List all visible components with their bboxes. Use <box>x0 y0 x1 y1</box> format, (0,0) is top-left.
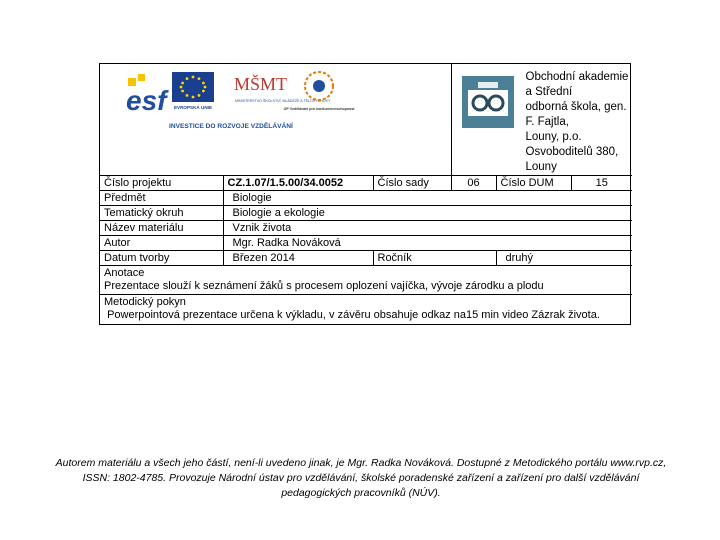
year-label: Ročník <box>373 251 496 266</box>
dum-value: 15 <box>571 176 632 191</box>
area-label: Tematický okruh <box>100 206 223 221</box>
date-label: Datum tvorby <box>100 251 223 266</box>
subject-value: Biologie <box>223 191 632 206</box>
project-row <box>100 176 632 191</box>
school-line-4: Osvoboditelů 380, Louny <box>525 146 619 173</box>
method-row <box>100 295 632 325</box>
subject-row <box>100 191 632 206</box>
date-value: Březen 2014 <box>223 251 373 266</box>
subject-label: Předmět <box>100 191 223 206</box>
metadata-table <box>100 64 632 324</box>
school-cell <box>451 64 632 176</box>
method-cell <box>100 295 632 325</box>
annotation-label: Anotace <box>104 267 145 279</box>
school-address <box>526 64 633 175</box>
msmt-text: MŠMT <box>234 74 288 94</box>
set-label: Číslo sady <box>373 176 451 191</box>
copyright-footer <box>36 456 686 501</box>
project-value: CZ.1.07/1.5.00/34.0052 <box>223 176 373 191</box>
area-row <box>100 206 632 221</box>
school-line-2: odborná škola, gen. F. Fajtla, <box>525 101 627 128</box>
eu-flag-logo <box>172 72 214 110</box>
esf-text: esf <box>126 85 167 116</box>
msmt-caption: MINISTERSTVO ŠKOLSTVÍ, MLÁDEŽE A TĚLOVÝCHOVY <box>235 99 331 103</box>
annotation-row <box>100 266 632 295</box>
school-logo-icon <box>456 68 522 134</box>
method-label: Metodický pokyn <box>104 296 186 308</box>
annotation-cell <box>100 266 632 295</box>
author-label: Autor <box>100 236 223 251</box>
author-value: Mgr. Radka Nováková <box>223 236 632 251</box>
material-row <box>100 221 632 236</box>
method-text: Powerpointová prezentace určena k výkladu, v závěru obsahuje odkaz na15 min video Zázrak života. <box>104 309 600 321</box>
date-row <box>100 251 632 266</box>
esf-logo <box>126 74 169 116</box>
op-caption: OP Vzdělávání pro konkurenceschopnost <box>283 107 355 111</box>
set-value: 06 <box>451 176 496 191</box>
school-line-1: Obchodní akademie a Střední <box>525 71 629 98</box>
footer-line-3: pedagogických pracovníků (NÚV). <box>281 487 441 499</box>
project-label: Číslo projektu <box>100 176 223 191</box>
logos-cell <box>100 64 451 176</box>
dum-label: Číslo DUM <box>496 176 571 191</box>
annotation-text: Prezentace slouží k seznámení žáků s procesem oplození vajíčka, vývoje zárodku a plodu <box>104 280 544 292</box>
metadata-sheet <box>99 63 631 325</box>
header-row <box>100 64 632 176</box>
area-value: Biologie a ekologie <box>223 206 632 221</box>
op-vk-logo <box>284 72 356 111</box>
footer-line-1: Autorem materiálu a všech jeho částí, není-li uvedeno jinak, je Mgr. Radka Nováková. Dostupné z Metodického portálu www.rvp.cz, <box>55 457 667 469</box>
investment-banner: INVESTICE DO ROZVOJE VZDĚLÁVÁNÍ <box>169 123 293 130</box>
year-value: druhý <box>496 251 632 266</box>
material-label: Název materiálu <box>100 221 223 236</box>
eu-funding-logos <box>104 64 376 136</box>
material-value: Vznik života <box>223 221 632 236</box>
author-row <box>100 236 632 251</box>
school-line-3: Louny, p.o. <box>525 131 582 143</box>
eu-caption: EVROPSKÁ UNIE <box>173 105 213 110</box>
footer-line-2: ISSN: 1802-4785. Provozuje Národní ústav pro vzdělávání, školské poradenské zařízení a zařízení pro další vzdělávání <box>82 472 640 484</box>
